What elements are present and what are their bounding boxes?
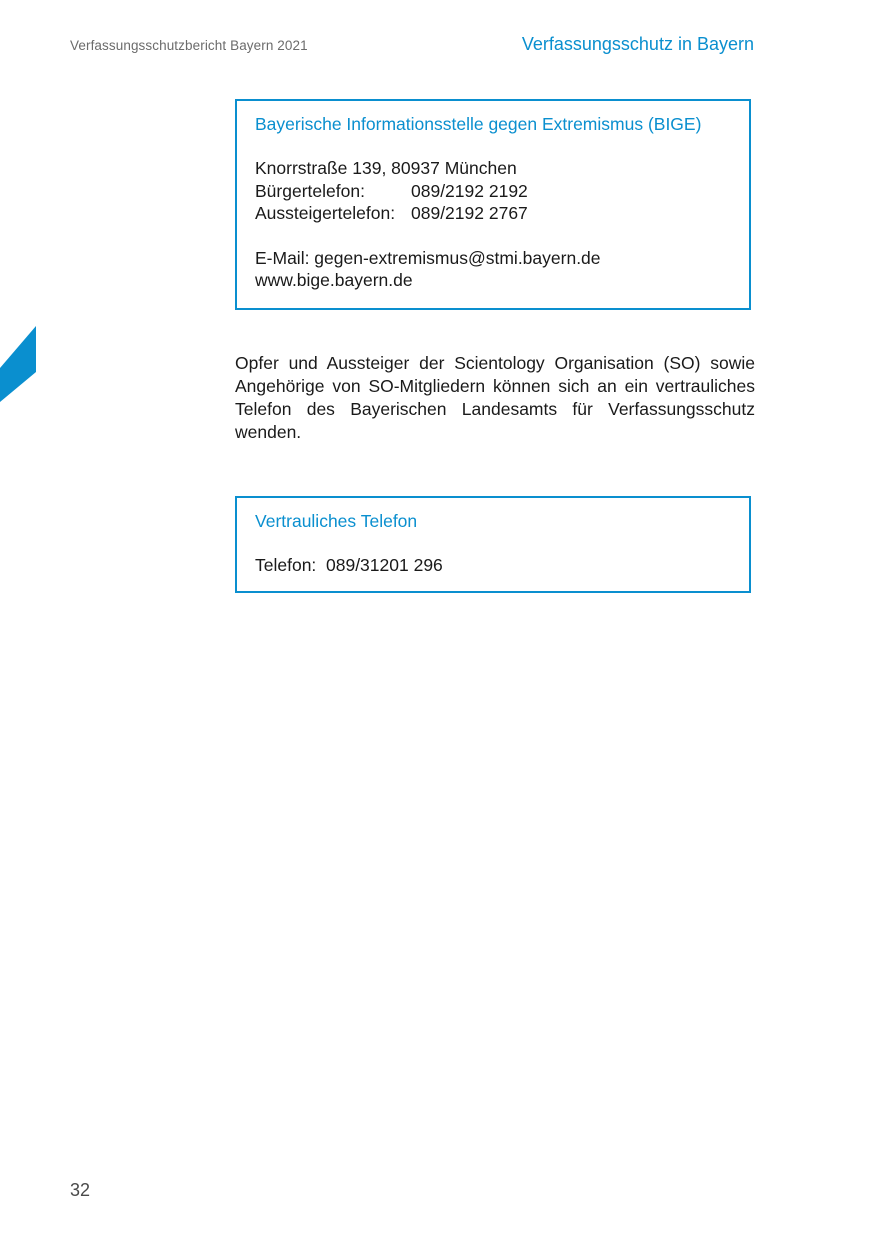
scientology-paragraph: Opfer und Aussteiger der Scientology Organisation (SO) sowie Angehörige von SO-Mitgliedern können sich an ein vertrauliches Telefon des Bayerischen Landesamts für Verfassungsschutz wenden. — [235, 353, 755, 442]
vertrauliches-telefon-box — [235, 496, 751, 593]
telefon-label: Telefon: — [255, 555, 317, 575]
chapter-marker-shape — [0, 326, 36, 402]
telefon-row — [255, 554, 731, 577]
page-number: 32 — [70, 1180, 91, 1200]
buergertelefon-value: 089/2192 2192 — [411, 180, 528, 201]
aussteigertelefon-label: Aussteigertelefon: — [255, 203, 396, 223]
bige-email: E-Mail: gegen-extremismus@stmi.bayern.de — [255, 247, 601, 268]
telefon-value: 089/31201 296 — [326, 555, 443, 575]
bige-info-box — [235, 99, 751, 310]
telefon-box-title: Vertrauliches Telefon — [255, 511, 418, 531]
bige-box-title: Bayerische Informationsstelle gegen Extremismus (BIGE) — [255, 114, 702, 134]
bige-website: www.bige.bayern.de — [255, 270, 413, 290]
buergertelefon-label: Bürgertelefon: — [255, 180, 365, 201]
aussteigertelefon-value: 089/2192 2767 — [411, 203, 528, 223]
bige-address: Knorrstraße 139, 80937 München — [255, 158, 517, 178]
running-head-left: Verfassungsschutzbericht Bayern 2021 — [70, 38, 308, 53]
bige-aussteigertelefon-row — [255, 202, 731, 225]
bige-buergertelefon-row — [255, 180, 731, 203]
running-head-right: Verfassungsschutz in Bayern — [521, 34, 754, 54]
